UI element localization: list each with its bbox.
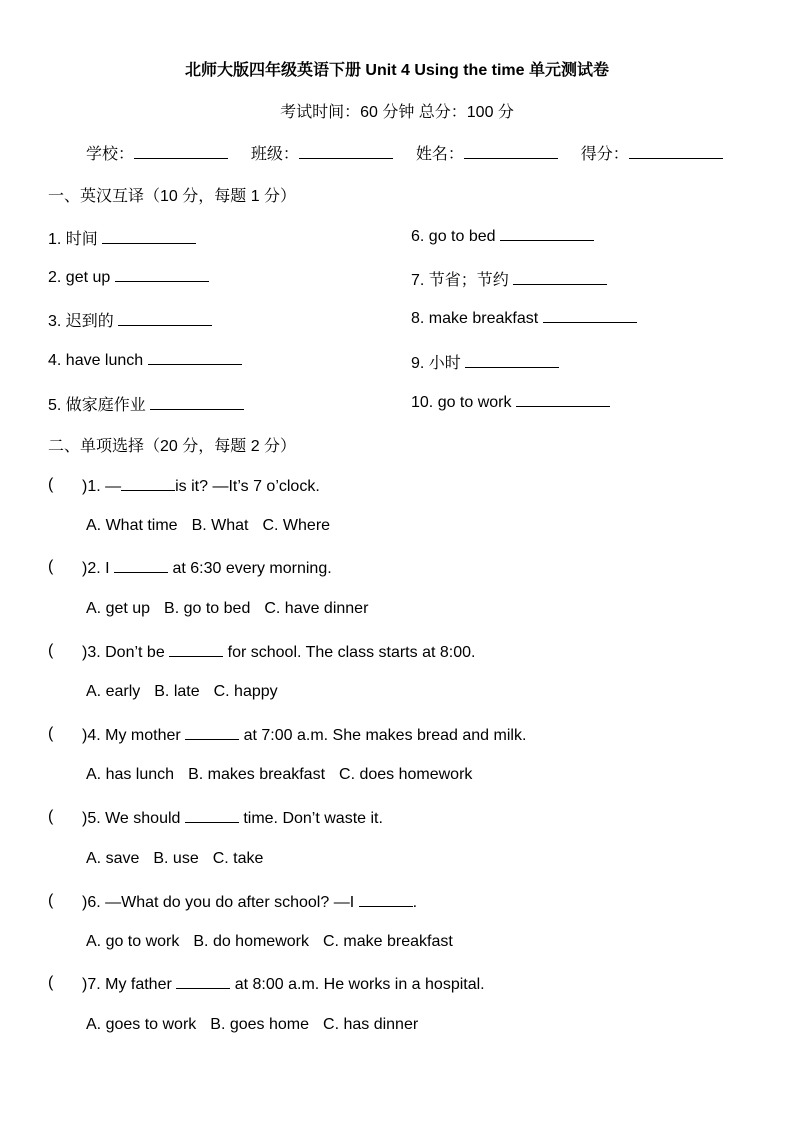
answer-paren[interactable]: ( [48, 642, 54, 659]
question-stem: )5. We should time. Don’t waste it. [82, 810, 383, 827]
option[interactable]: B. late [154, 683, 200, 700]
option[interactable]: A. What time [86, 517, 178, 534]
question-blank[interactable] [185, 725, 239, 740]
answer-blank[interactable] [516, 392, 610, 407]
options-row [86, 933, 453, 951]
name-field[interactable] [464, 144, 558, 159]
options-row [86, 683, 278, 701]
option[interactable]: A. goes to work [86, 1016, 197, 1033]
exam-info: 考试时间：60 分钟 总分：100 分 [280, 104, 514, 121]
option[interactable]: C. take [212, 850, 264, 867]
answer-blank[interactable] [115, 267, 209, 282]
option[interactable]: B. use [153, 850, 199, 867]
question-stem: )7. My father at 8:00 a.m. He works in a hospital. [82, 976, 485, 993]
page-title: 北师大版四年级英语下册 Unit 4 Using the time 单元测试卷 [184, 62, 610, 79]
question-blank[interactable] [185, 808, 239, 823]
option[interactable]: B. makes breakfast [188, 766, 326, 783]
translation-item: 10. go to work [411, 392, 610, 412]
question-blank[interactable] [114, 558, 168, 573]
translation-item: 7. 节省；节约 [411, 267, 607, 290]
option[interactable]: C. has dinner [323, 1016, 419, 1033]
answer-paren[interactable]: ( [48, 725, 54, 742]
option[interactable]: B. go to bed [164, 600, 251, 617]
question-stem: )1. — is it? —It’s 7 o’clock. [82, 478, 320, 495]
option[interactable]: C. have dinner [264, 600, 369, 617]
option[interactable]: B. goes home [210, 1016, 310, 1033]
option[interactable]: B. do homework [193, 933, 309, 950]
answer-blank[interactable] [118, 311, 212, 326]
answer-blank[interactable] [148, 350, 242, 365]
answer-paren[interactable]: ( [48, 558, 54, 575]
option[interactable]: A. go to work [86, 933, 180, 950]
question-stem: )6. —What do you do after school? —I . [82, 894, 418, 911]
student-info-row [86, 141, 723, 164]
answer-paren[interactable]: ( [48, 808, 54, 825]
options-row [86, 766, 472, 784]
translation-item: 3. 迟到的 [48, 308, 212, 331]
translation-item: 8. make breakfast [411, 308, 637, 328]
options-row [86, 850, 263, 868]
answer-paren[interactable]: ( [48, 892, 54, 909]
class-label: 班级： [250, 146, 299, 163]
score-field[interactable] [629, 144, 723, 159]
option[interactable]: B. What [191, 517, 249, 534]
question-stem: )4. My mother at 7:00 a.m. She makes bread and milk. [82, 727, 527, 744]
name-label: 姓名： [415, 146, 464, 163]
option[interactable]: C. happy [213, 683, 278, 700]
class-field[interactable] [299, 144, 393, 159]
answer-paren[interactable]: ( [48, 974, 54, 991]
options-row [86, 1016, 418, 1034]
option[interactable]: A. has lunch [86, 766, 175, 783]
option[interactable]: A. save [86, 850, 140, 867]
option[interactable]: C. Where [262, 517, 331, 534]
answer-blank[interactable] [543, 308, 637, 323]
question-stem: )2. I at 6:30 every morning. [82, 560, 332, 577]
school-field[interactable] [134, 144, 228, 159]
translation-item: 2. get up [48, 267, 209, 287]
translation-item: 1. 时间 [48, 226, 196, 249]
section-heading: 一、英汉互译（10 分，每题 1 分） [48, 188, 297, 205]
option[interactable]: C. make breakfast [322, 933, 453, 950]
options-row [86, 600, 368, 618]
options-row [86, 517, 330, 535]
translation-item: 4. have lunch [48, 350, 242, 370]
translation-item: 6. go to bed [411, 226, 594, 246]
option[interactable]: A. early [86, 683, 141, 700]
answer-blank[interactable] [500, 226, 594, 241]
option[interactable]: A. get up [86, 600, 151, 617]
school-label: 学校： [86, 146, 135, 163]
section-heading: 二、单项选择（20 分，每题 2 分） [48, 438, 297, 455]
option[interactable]: C. does homework [339, 766, 473, 783]
answer-blank[interactable] [465, 353, 559, 368]
question-blank[interactable] [169, 642, 223, 657]
score-label: 得分： [580, 146, 629, 163]
question-blank[interactable] [176, 974, 230, 989]
translation-item: 5. 做家庭作业 [48, 392, 244, 415]
answer-paren[interactable]: ( [48, 476, 54, 493]
question-blank[interactable] [121, 476, 175, 491]
translation-item: 9. 小时 [411, 350, 559, 373]
answer-blank[interactable] [513, 270, 607, 285]
question-blank[interactable] [359, 892, 413, 907]
question-stem: )3. Don’t be for school. The class starts at 8:00. [82, 644, 476, 661]
answer-blank[interactable] [150, 395, 244, 410]
answer-blank[interactable] [102, 229, 196, 244]
